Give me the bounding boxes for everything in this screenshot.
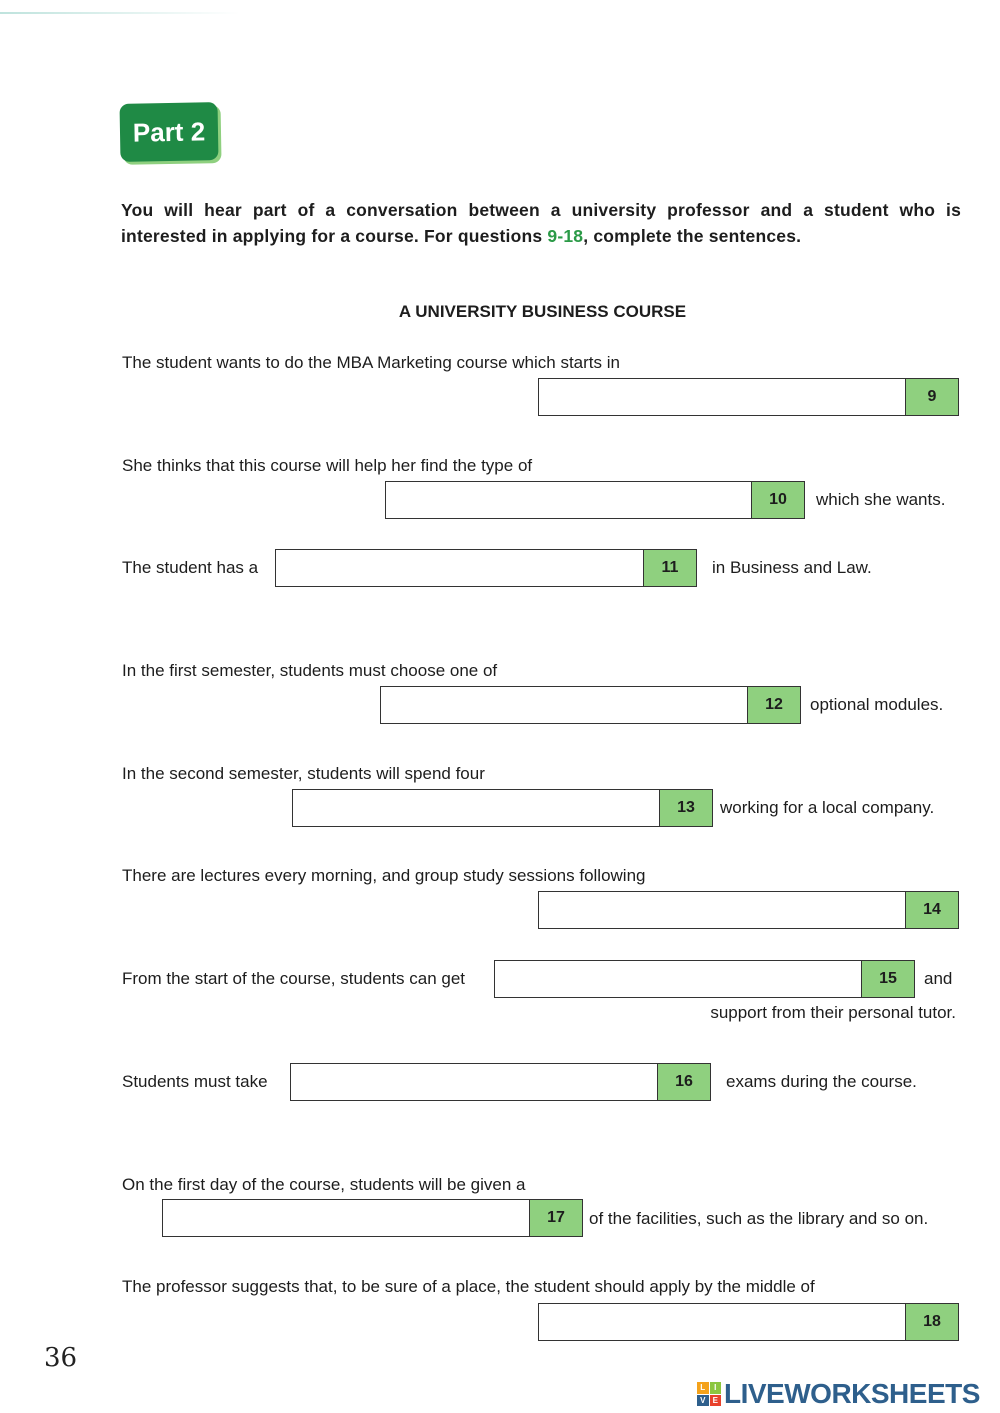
instructions-text: You will hear part of a conversation between a university professor and a student who is interested in applying for a course. For questions [121,200,961,246]
q14-input[interactable] [539,892,906,928]
q15-after: and [924,969,953,988]
q11-box [275,549,697,587]
q12-box [380,686,801,724]
q13-box [292,789,713,827]
page-number: 36 [44,1343,78,1373]
q9-number: 9 [905,379,958,415]
q15-box [494,960,915,998]
q15-text: From the start of the course, students can get [122,969,466,988]
logo-icon-e: E [710,1395,722,1407]
q13-input[interactable] [293,790,660,826]
q16-text: Students must take [122,1072,268,1091]
q14-number: 14 [905,892,958,928]
q10-box [385,481,805,519]
q17-number: 17 [529,1200,582,1236]
q18-box [538,1303,959,1341]
q12-number: 12 [747,687,800,723]
instructions [121,197,961,249]
q16-box [290,1063,711,1101]
q18-text: The professor suggests that, to be sure of a place, the student should apply by the middle of [122,1277,815,1296]
q13-text: In the second semester, students will spend four [122,764,485,783]
logo-icon-v: V [697,1395,709,1407]
q17-input[interactable] [163,1200,530,1236]
q15-number: 15 [861,961,914,997]
worksheet-title: A UNIVERSITY BUSINESS COURSE [398,302,687,321]
q16-input[interactable] [291,1064,658,1100]
q9-input[interactable] [539,379,906,415]
q10-input[interactable] [386,482,752,518]
q15-after-line2: support from their personal tutor. [710,1003,956,1022]
logo-icon [697,1382,721,1406]
q11-text: The student has a [122,558,259,577]
instructions-end: , complete the sentences. [583,226,802,246]
q10-after: which she wants. [816,490,946,509]
q18-input[interactable] [539,1304,906,1340]
q10-text: She thinks that this course will help her find the type of [122,456,533,475]
q13-number: 13 [659,790,712,826]
q12-after: optional modules. [810,695,944,714]
q11-number: 11 [643,550,696,586]
logo-icon-i: I [710,1382,722,1394]
q9-box [538,378,959,416]
q11-after: in Business and Law. [712,558,872,577]
top-decor-line [0,12,240,14]
q12-text: In the first semester, students must choose one of [122,661,498,680]
q13-after: working for a local company. [720,798,935,817]
q16-number: 16 [657,1064,710,1100]
q12-input[interactable] [381,687,748,723]
q10-number: 10 [751,482,804,518]
q18-number: 18 [905,1304,958,1340]
q14-text: There are lectures every morning, and group study sessions following [122,866,646,885]
q17-after: of the facilities, such as the library and so on. [589,1209,929,1228]
q11-input[interactable] [276,550,644,586]
part-badge: Part 2 [120,102,219,162]
q15-input[interactable] [495,961,862,997]
q9-text: The student wants to do the MBA Marketing course which starts in [122,353,620,372]
q16-after: exams during the course. [726,1072,917,1091]
q14-box [538,891,959,929]
logo-text: LIVEWORKSHEETS [724,1378,980,1409]
q17-box [162,1199,583,1237]
q17-text: On the first day of the course, students will be given a [122,1175,526,1194]
question-range: 9-18 [547,226,584,246]
logo-icon-l: L [697,1382,709,1394]
liveworksheets-logo [697,1378,980,1410]
